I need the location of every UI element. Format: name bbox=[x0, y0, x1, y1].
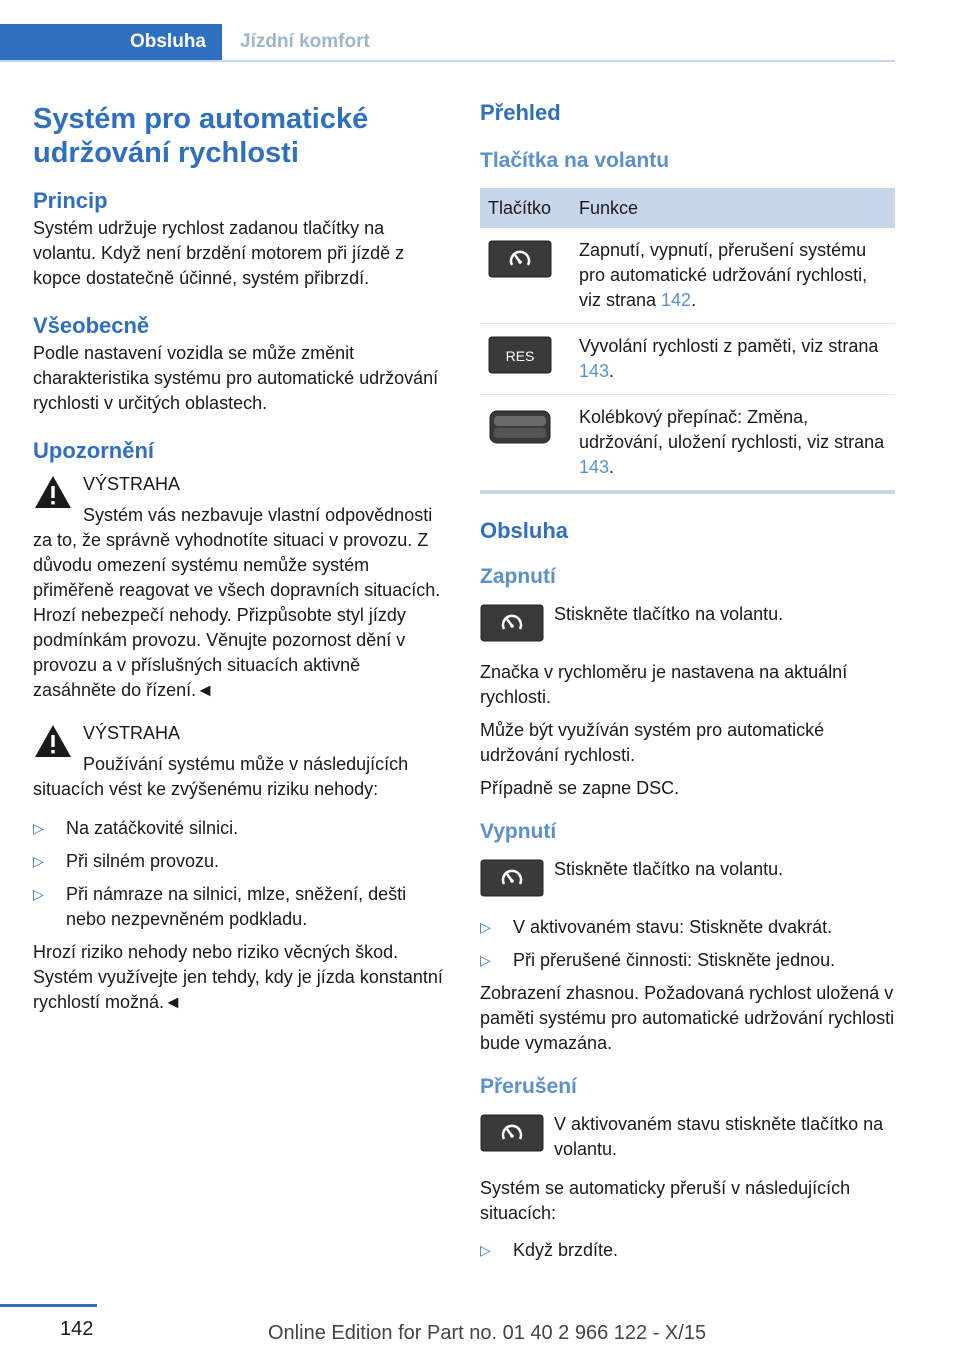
bullet-list bbox=[33, 816, 445, 932]
function-cell: Zapnutí, vypnutí, přerušení systému pro automatické udržování rychlosti, viz strana 142. bbox=[571, 228, 895, 324]
list-item: ▷ Na zatáčkovité silnici. bbox=[33, 816, 445, 841]
table-row bbox=[480, 228, 895, 324]
warning-text: Systém vás nezbavuje vlastní odpovědnosti za to, že správně vyhodnotíte situaci v provozu. Z důvodu omezení systému nemůže systém přiměřeně reagovat ve všech dopravních situacích. Hrozí nebezpečí nehody. Přizpůsobte styl jízdy podmínkám provozu. Věnujte pozornost dění v provozu a v příslušných situacích aktivně zasáhněte do řízení.◄ bbox=[33, 505, 441, 700]
paragraph: Značka v rychloměru je nastavena na aktuální rychlosti. bbox=[480, 662, 848, 707]
subsection-heading: Zapnutí bbox=[480, 565, 556, 588]
section-heading: Obsluha bbox=[480, 518, 569, 543]
left-column bbox=[33, 100, 445, 1023]
cruise-button-icon bbox=[480, 859, 544, 897]
triangle-bullet-icon: ▷ bbox=[33, 853, 44, 869]
edition-text: Online Edition for Part no. 01 40 2 966 122 - X/15 bbox=[268, 1322, 707, 1344]
button-instruction bbox=[480, 857, 895, 901]
paragraph: Stiskněte tlačítko na volantu. bbox=[554, 859, 784, 879]
triangle-bullet-icon: ▷ bbox=[33, 886, 44, 902]
subsection-heading: Přerušení bbox=[480, 1075, 577, 1098]
section-preruseni bbox=[480, 1074, 895, 1263]
res-button-icon bbox=[488, 336, 552, 374]
paragraph: Stiskněte tlačítko na volantu. bbox=[554, 604, 784, 624]
right-column bbox=[480, 100, 895, 1271]
paragraph: Zobrazení zhasnou. Požadovaná rychlost uložená v paměti systému pro automatické udržování rychlosti bude vymazána. bbox=[480, 983, 895, 1053]
section-heading: Přehled bbox=[480, 100, 561, 125]
table-header-row bbox=[480, 188, 895, 228]
warning-block bbox=[33, 721, 445, 746]
column-header: Funkce bbox=[571, 188, 895, 228]
table-row bbox=[480, 324, 895, 395]
svg-text:RES: RES bbox=[505, 348, 535, 364]
section-vypnuti bbox=[480, 819, 895, 1056]
cruise-button-icon bbox=[480, 1114, 544, 1152]
table-row bbox=[480, 395, 895, 493]
paragraph: Systém se automaticky přeruší v následujících situacích: bbox=[480, 1178, 851, 1223]
cruise-button-icon bbox=[488, 240, 552, 278]
page-number: 142 bbox=[60, 1318, 94, 1340]
function-cell: Vyvolání rychlosti z paměti, viz strana 143. bbox=[571, 324, 895, 395]
section-heading: Upozornění bbox=[33, 438, 154, 463]
warning-title: VÝSTRAHA bbox=[83, 723, 181, 743]
footer-rule bbox=[0, 1304, 97, 1307]
tab-obsluha[interactable]: Obsluha bbox=[0, 24, 222, 60]
chapter-header bbox=[0, 24, 895, 62]
warning-title: VÝSTRAHA bbox=[83, 474, 181, 494]
subsection-heading: Tlačítka na volantu bbox=[480, 149, 670, 172]
paragraph: Hrozí riziko nehody nebo riziko věcných škod. Systém využívejte jen tehdy, kdy je jízda konstantní rychlostí možná.◄ bbox=[33, 942, 443, 1012]
warning-icon bbox=[33, 474, 73, 510]
triangle-bullet-icon: ▷ bbox=[480, 1242, 491, 1258]
paragraph: Podle nastavení vozidla se může změnit charakteristika systému pro automatické udržování rychlosti v určitých oblastech. bbox=[33, 343, 439, 413]
button-instruction bbox=[480, 602, 895, 646]
button-instruction bbox=[480, 1112, 895, 1162]
section-heading: Princip bbox=[33, 188, 108, 213]
list-item: ▷ Při námraze na silnici, mlze, sněžení, dešti nebo nezpevněném podkladu. bbox=[33, 884, 407, 929]
page-title: Systém pro automatické udržování rychlosti bbox=[33, 103, 369, 169]
triangle-bullet-icon: ▷ bbox=[480, 952, 491, 968]
page-link[interactable]: 143 bbox=[579, 457, 610, 477]
section-zapnuti bbox=[480, 564, 895, 801]
subsection-heading: Vypnutí bbox=[480, 820, 557, 843]
function-cell: Kolébkový přepínač: Změna, udržování, uložení rychlosti, viz strana 143. bbox=[579, 407, 885, 477]
warning-icon bbox=[33, 723, 73, 759]
column-header: Tlačítko bbox=[480, 188, 571, 228]
section-upozorneni bbox=[33, 438, 445, 1015]
warning-text: Používání systému může v následujících situacích vést ke zvýšenému riziku nehody: bbox=[33, 754, 409, 799]
list-item: ▷ V aktivovaném stavu: Stiskněte dvakrát. bbox=[480, 915, 895, 940]
triangle-bullet-icon: ▷ bbox=[480, 919, 491, 935]
warning-block bbox=[33, 472, 445, 497]
paragraph: Případně se zapne DSC. bbox=[480, 778, 680, 798]
page-link[interactable]: 142 bbox=[661, 290, 692, 310]
list-item: ▷ Při silném provozu. bbox=[33, 849, 445, 874]
button-table bbox=[480, 188, 895, 494]
triangle-bullet-icon: ▷ bbox=[33, 820, 44, 836]
paragraph: Systém udržuje rychlost zadanou tlačítky na volantu. Když není brzdění motorem při jízdě z kopce dostatečně účinné, systém přibrzdí. bbox=[33, 218, 405, 288]
page-link[interactable]: 143 bbox=[579, 361, 610, 381]
paragraph: V aktivovaném stavu stiskněte tlačítko na volantu. bbox=[554, 1114, 884, 1159]
list-item: ▷ Při přerušené činnosti: Stiskněte jednou. bbox=[480, 948, 895, 973]
section-vseobecne bbox=[33, 313, 445, 416]
rocker-switch-icon bbox=[488, 407, 552, 447]
section-heading: Všeobecně bbox=[33, 313, 150, 338]
paragraph: Může být využíván systém pro automatické udržování rychlosti. bbox=[480, 720, 825, 765]
section-princip bbox=[33, 188, 445, 291]
tab-jizdni-komfort[interactable]: Jízdní komfort bbox=[240, 31, 370, 52]
list-item: ▷ Když brzdíte. bbox=[480, 1238, 895, 1263]
bullet-list bbox=[480, 915, 895, 973]
cruise-button-icon bbox=[480, 604, 544, 642]
bullet-list bbox=[480, 1238, 895, 1263]
